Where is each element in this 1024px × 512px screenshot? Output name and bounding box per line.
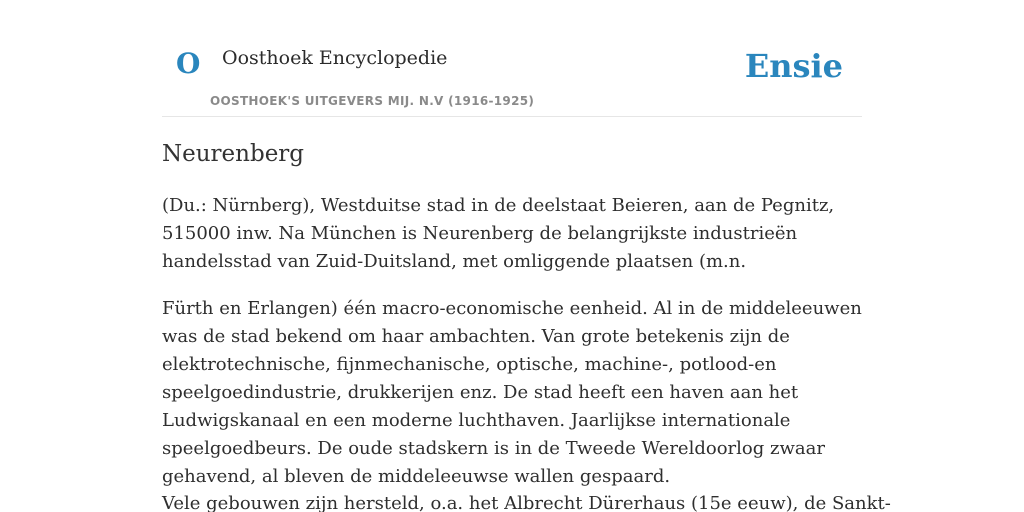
brand-logo-link[interactable]: Ensie [744,47,843,85]
publisher-subtitle: OOSTHOEK'S UITGEVERS MIJ. N.V (1916-1925) [210,94,535,108]
logo-icon[interactable]: O [176,47,201,80]
page-container [162,0,891,512]
site-title-link[interactable]: Oosthoek Encyclopedie [222,47,448,69]
site-header [162,0,862,117]
page-title: Neurenberg [162,141,305,167]
article-paragraph: Vele gebouwen zijn hersteld, o.a. het Albrecht Dürerhaus (15e eeuw), de Sankt- [162,493,891,512]
article-paragraph: (Du.: Nürnberg), Westduitse stad in de deelstaat Beieren, aan de Pegnitz, 515000 inw. Na München is Neurenberg de belangrijkste industrieën handelsstad van Zuid-Duitsland, met omliggende plaatsen (m.n. [162,195,835,272]
article-paragraph: Fürth en Erlangen) één macro-economische eenheid. Al in de middeleeuwen was de stad bekend om haar ambachten. Van grote betekenis zijn de elektrotechnische, fijnmechanische, optische, machine-, potlood-en speelgoedindustrie, drukkerijen enz. De stad heeft een haven aan het Ludwigskanaal en een moderne luchthaven. Jaarlijkse internationale speelgoedbeurs. De oude stadskern is in de Tweede Wereldoorlog zwaar gehavend, al bleven de middeleeuwse wallen gespaard. [162,298,862,487]
